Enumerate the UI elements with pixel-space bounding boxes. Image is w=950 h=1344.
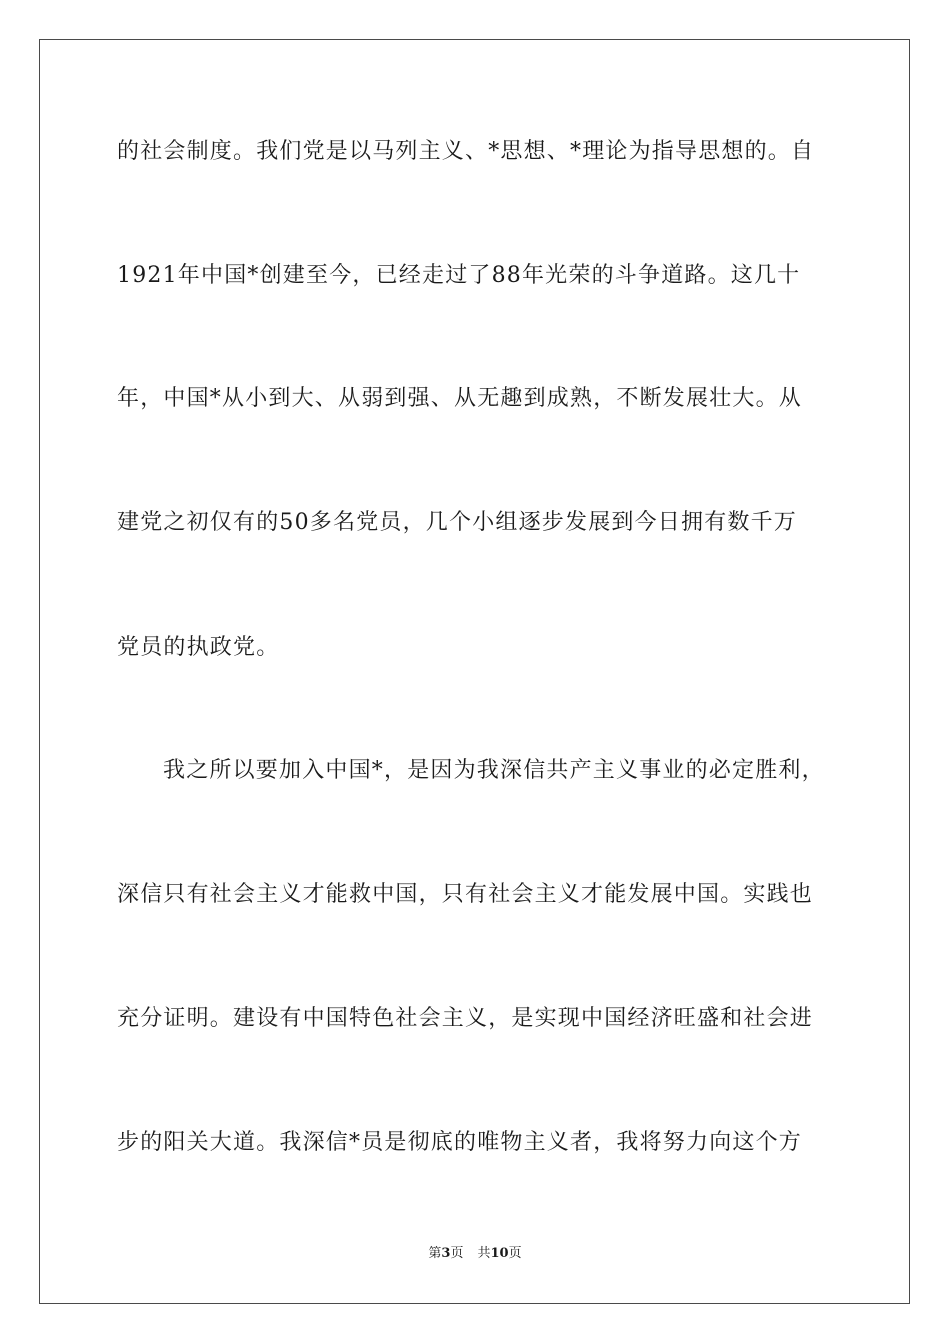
page-border [39, 39, 910, 1304]
footer-page-total: 10 [490, 1246, 509, 1261]
page-footer [0, 1245, 950, 1263]
footer-total-prefix: 共 [477, 1246, 491, 1261]
footer-total-suffix: 页 [508, 1246, 522, 1261]
body-line-8: 充分证明。建设有中国特色社会主义，是实现中国经济旺盛和社会进 [117, 1006, 814, 1031]
body-line-5: 党员的执政党。 [117, 635, 280, 660]
body-line-9: 步的阳关大道。我深信*员是彻底的唯物主义者，我将努力向这个方 [117, 1130, 803, 1155]
footer-page-suffix: 页 [450, 1246, 464, 1261]
body-line-6-paragraph-start: 我之所以要加入中国*，是因为我深信共产主义事业的必定胜利， [163, 758, 825, 783]
body-line-4: 建党之初仅有的50多名党员，几个小组逐步发展到今日拥有数千万 [117, 510, 797, 535]
body-line-2: 1921年中国*创建至今，已经走过了88年光荣的斗争道路。这几十 [117, 263, 801, 288]
body-line-1: 的社会制度。我们党是以马列主义、*思想、*理论为指导思想的。自 [117, 139, 815, 164]
footer-page-current: 3 [441, 1246, 451, 1261]
body-line-7: 深信只有社会主义才能救中国，只有社会主义才能发展中国。实践也 [117, 882, 814, 907]
body-line-3: 年，中国*从小到大、从弱到强、从无趣到成熟，不断发展壮大。从 [117, 386, 803, 411]
footer-page-prefix: 第 [428, 1246, 442, 1261]
